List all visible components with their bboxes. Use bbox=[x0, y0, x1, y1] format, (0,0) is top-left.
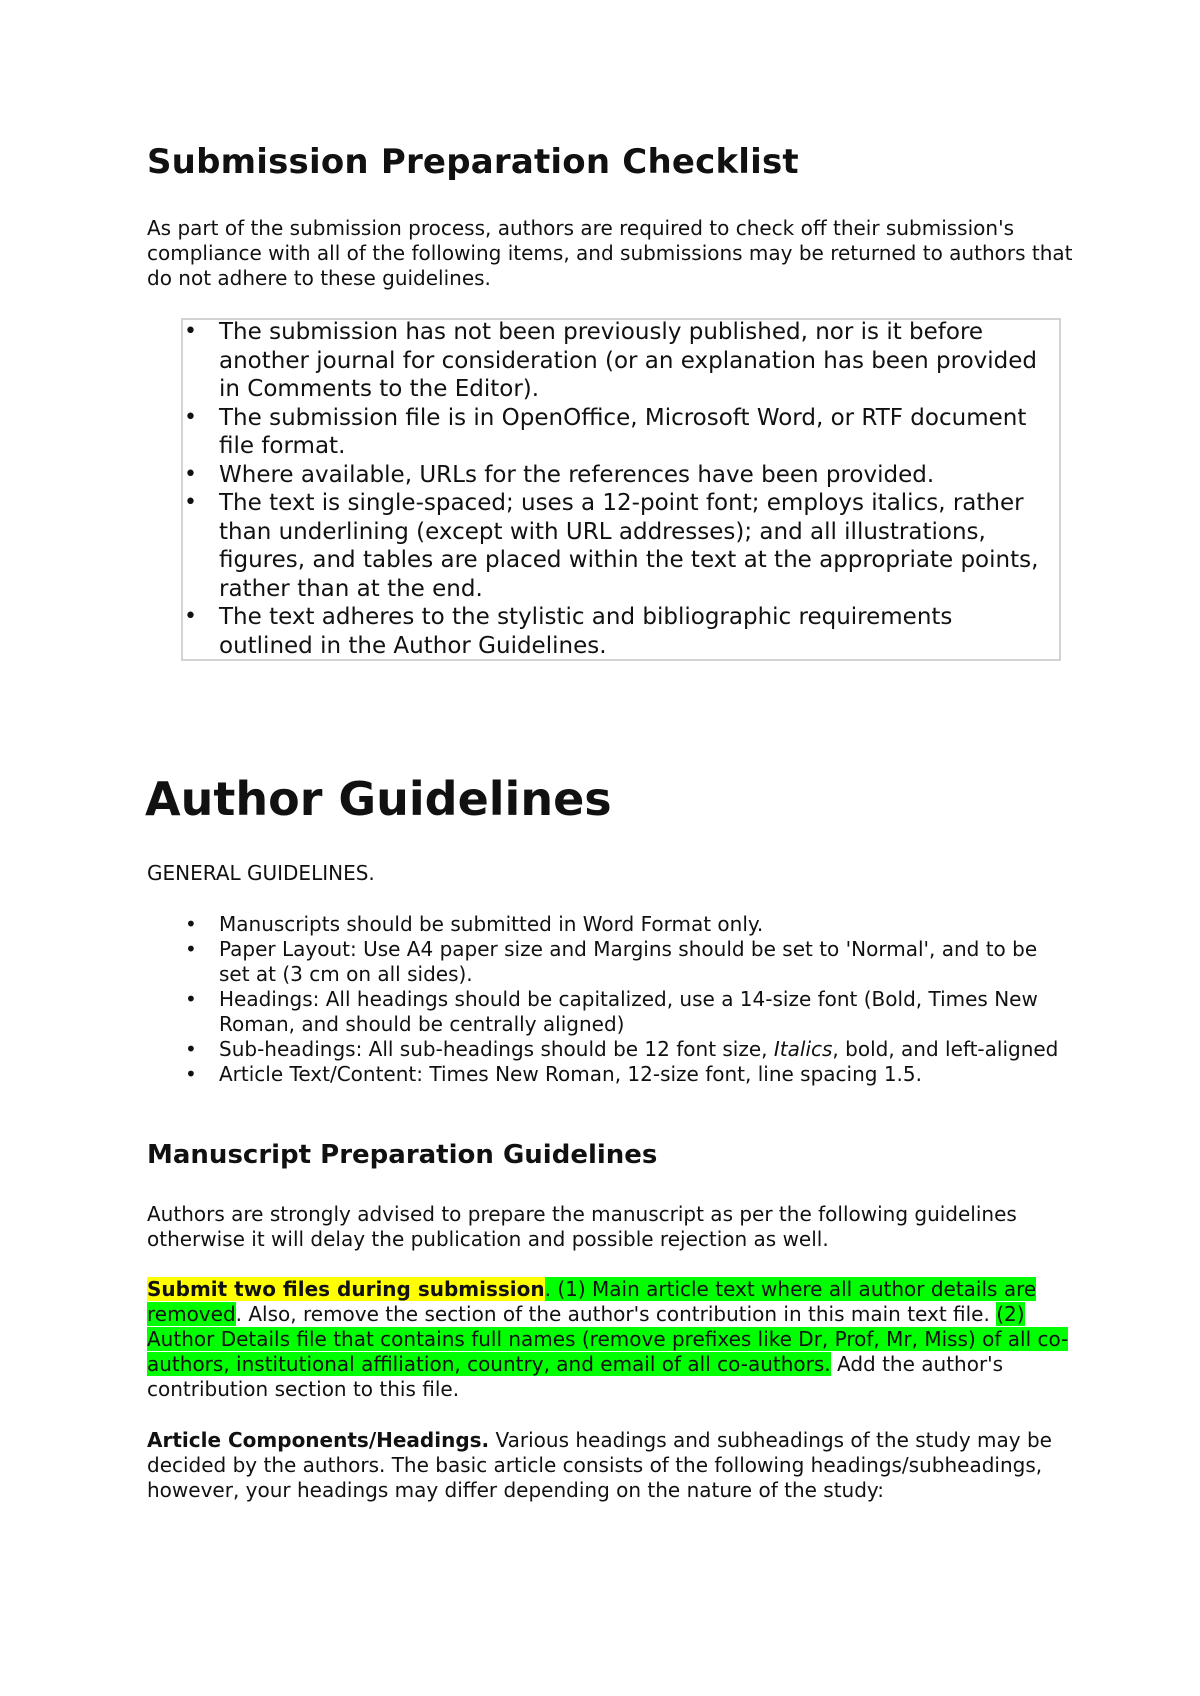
submit-files-paragraph bbox=[147, 1277, 1077, 1402]
guideline-item: • Manuscripts should be submitted in Word Format only. bbox=[181, 912, 1061, 937]
guideline-item: • Article Text/Content: Times New Roman, 12-size font, line spacing 1.5. bbox=[181, 1062, 1061, 1087]
submit-part-3: (2) Author Details file that contains full names (remove prefixes like Dr, Prof, Mr, Miss) of all co-authors, institutional affiliation, country, and email of all co-authors. bbox=[147, 1302, 1069, 1376]
manuscript-intro: Authors are strongly advised to prepare the manuscript as per the following guidelines otherwise it will delay the publication and possible rejection as well. bbox=[147, 1202, 1017, 1251]
guideline-item: • Headings: All headings should be capitalized, use a 14-size font (Bold, Times New Roman, and should be centrally aligned) bbox=[181, 987, 1061, 1037]
guideline-italic-text: Italics bbox=[773, 1037, 833, 1061]
checklist-title: Submission Preparation Checklist bbox=[147, 142, 799, 182]
checklist-item: • The text adheres to the stylistic and bibliographic requirements outlined in the Author Guidelines. bbox=[181, 603, 1041, 660]
submit-part-4: Add the author's contribution section to this file. bbox=[147, 1352, 1004, 1401]
checklist-item: • The submission file is in OpenOffice, Microsoft Word, or RTF document file format. bbox=[181, 404, 1041, 461]
guideline-text: , bold, and left-aligned bbox=[832, 1037, 1059, 1061]
components-paragraph bbox=[147, 1428, 1077, 1503]
components-text: Various headings and subheadings of the study may be decided by the authors. The basic article consists of the following headings/subheadings, however, your headings may differ depending on the nature of the study: bbox=[147, 1428, 1052, 1502]
submit-lead: Submit two files during submission bbox=[147, 1277, 545, 1301]
checklist-items bbox=[181, 318, 1041, 660]
guideline-item bbox=[181, 1037, 1061, 1062]
author-guidelines-title: Author Guidelines bbox=[145, 772, 612, 826]
checklist-item: • The text is single-spaced; uses a 12-point font; employs italics, rather than underlining (except with URL addresses); and all illustrations, figures, and tables are placed within the text at the appropriate points, rather than at the end. bbox=[181, 489, 1041, 603]
checklist-item: • Where available, URLs for the references have been provided. bbox=[181, 461, 1041, 490]
general-guidelines-heading: GENERAL GUIDELINES. bbox=[147, 861, 375, 885]
guideline-item: • Paper Layout: Use A4 paper size and Margins should be set to 'Normal', and to be set at (3 cm on all sides). bbox=[181, 937, 1061, 987]
manuscript-heading: Manuscript Preparation Guidelines bbox=[147, 1140, 658, 1170]
guideline-text: Sub-headings: All sub-headings should be 12 font size, bbox=[219, 1037, 774, 1061]
checklist-item: • The submission has not been previously published, nor is it before another journal for consideration (or an explanation has been provided in Comments to the Editor). bbox=[181, 318, 1041, 404]
checklist-intro: As part of the submission process, authors are required to check off their submission's compliance with all of the following items, and submissions may be returned to authors that do not adhere to these guidelines. bbox=[147, 216, 1073, 290]
submit-part-1: . (1) Main article text where all author details are removed bbox=[147, 1277, 1037, 1326]
submit-part-2: . Also, remove the section of the author's contribution in this main text file. bbox=[235, 1302, 997, 1326]
components-lead: Article Components/Headings. bbox=[147, 1428, 490, 1452]
general-guidelines-list bbox=[181, 912, 1061, 1087]
